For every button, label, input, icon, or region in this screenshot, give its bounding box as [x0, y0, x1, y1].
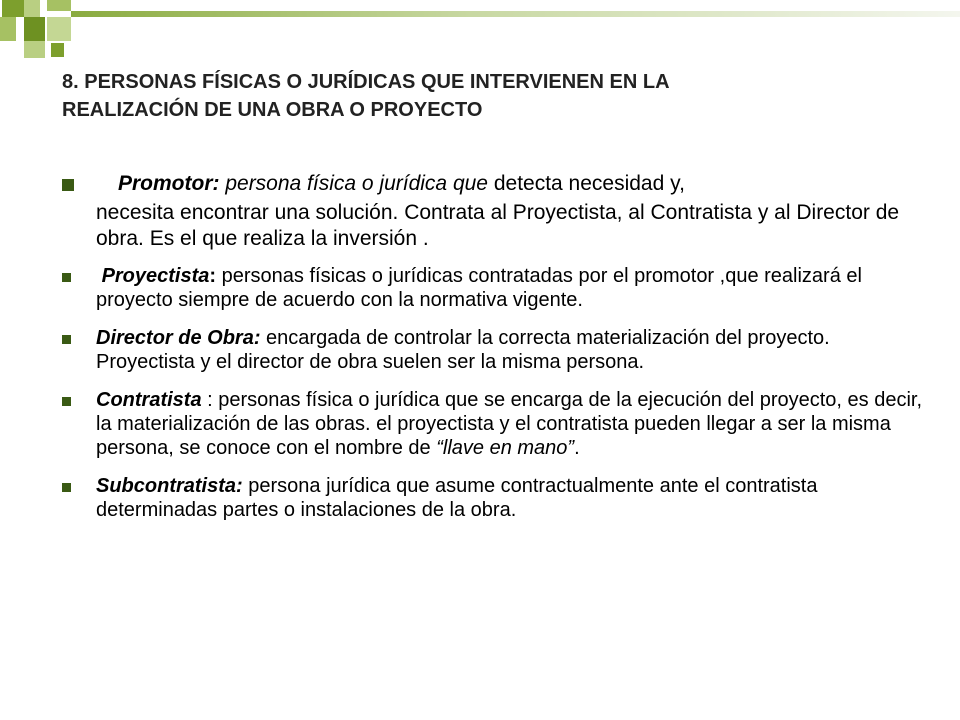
decorative-square — [24, 41, 45, 58]
term-colon: : — [209, 265, 217, 287]
quote-llave-en-mano: “llave en mano” — [436, 437, 575, 459]
slide-title-line-2: REALIZACIÓN DE UNA OBRA O PROYECTO — [62, 99, 483, 121]
header-gradient-bar — [71, 11, 960, 17]
bullet-text: necesita encontrar una solución. Contrata al Proyectista, al Contratista y al Director de obra. Es el que realiza la inversión . — [96, 201, 900, 250]
bullet-text: personas físicas o jurídicas contratadas por el promotor ,que realizará el proyecto siempre de acuerdo con la normativa vigente. — [96, 265, 862, 311]
bullet-end: . — [574, 437, 580, 459]
square-bullet-icon — [62, 273, 71, 282]
bullet-text: detecta necesidad y, — [488, 172, 685, 195]
decorative-square — [47, 17, 71, 41]
term-proyectista: Proyectista — [101, 265, 210, 287]
decorative-square — [24, 17, 45, 41]
bullet-subcontratista — [62, 474, 922, 522]
bullet-director-de-obra — [62, 326, 922, 374]
bullet-text: persona jurídica que asume contractualmente ante el contratista determinadas partes o instalaciones de la obra. — [96, 475, 818, 521]
decorative-square — [51, 43, 64, 57]
bullet-promotor-first-line — [62, 172, 922, 196]
bullet-list — [62, 172, 922, 522]
bullet-promotor — [62, 172, 922, 252]
bullet-text: : personas física o jurídica que se encarga de la ejecución del proyecto, es decir, la materialización de las obras. el proyectista y el contratista pueden llegar a ser la misma persona, se conoce con el nombre de — [96, 389, 922, 459]
bullet-italic-text: persona física o jurídica que — [219, 172, 488, 195]
decorative-square — [24, 0, 40, 17]
decorative-square — [0, 17, 16, 41]
term-subcontratista: Subcontratista: — [96, 475, 243, 497]
bullet-contratista — [62, 388, 922, 460]
square-bullet-icon — [62, 335, 71, 344]
decorative-square — [2, 0, 24, 17]
square-bullet-icon — [62, 179, 74, 191]
square-bullet-icon — [62, 483, 71, 492]
slide-title-line-1: 8. PERSONAS FÍSICAS O JURÍDICAS QUE INTERVIENEN EN LA — [62, 71, 670, 93]
term-contratista: Contratista — [96, 389, 202, 411]
bullet-text: encargada de controlar la correcta materialización del proyecto. Proyectista y el director de obra suelen ser la misma persona. — [96, 327, 830, 373]
square-bullet-icon — [62, 397, 71, 406]
term-promotor: Promotor: — [118, 172, 220, 195]
term-director-de-obra: Director de Obra: — [96, 327, 261, 349]
decorative-square — [47, 0, 71, 11]
slide-title — [62, 68, 922, 124]
bullet-proyectista — [62, 264, 922, 312]
